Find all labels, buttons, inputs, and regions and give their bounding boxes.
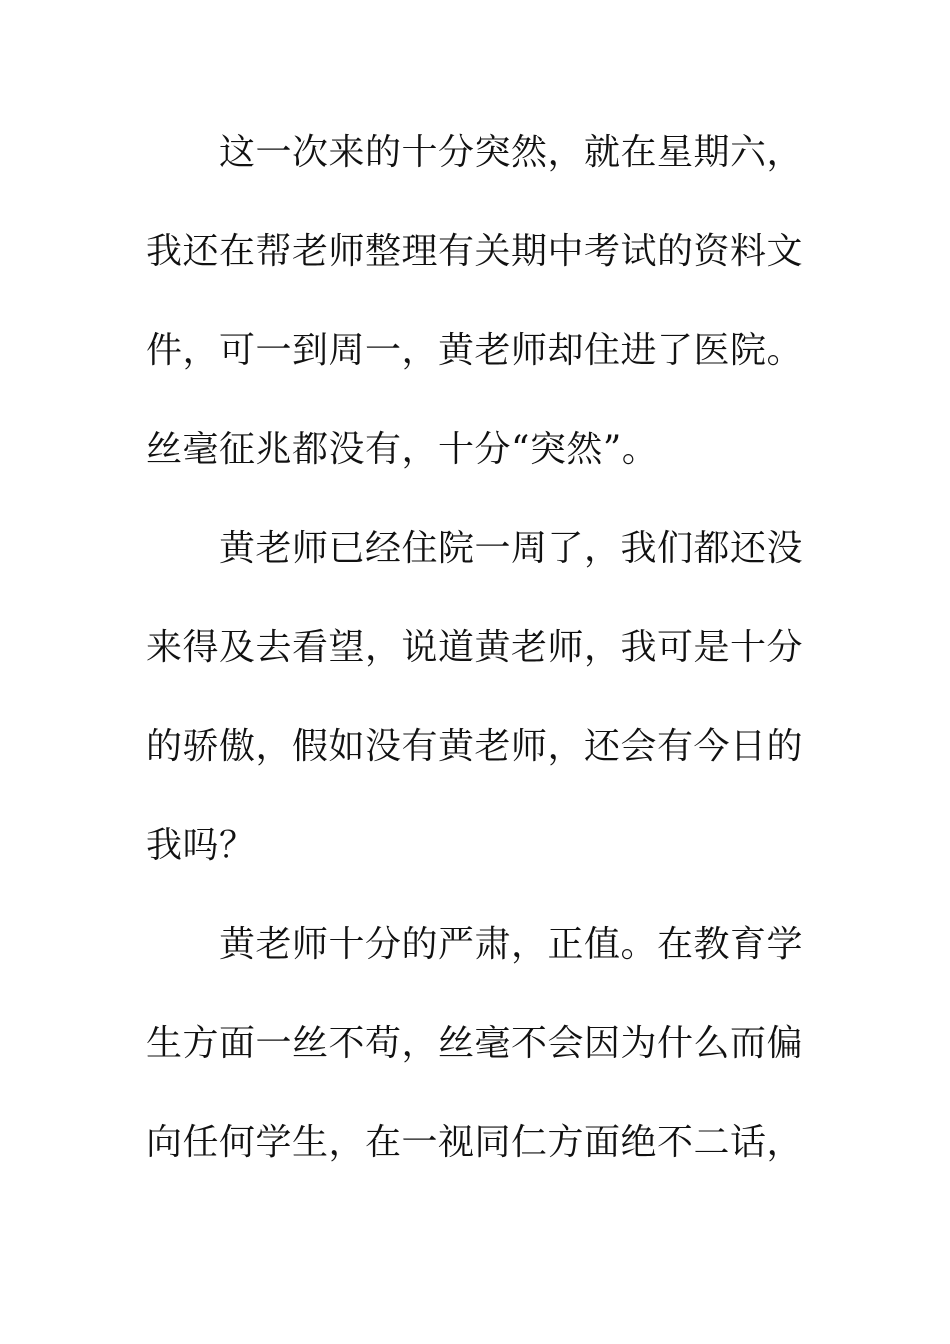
text-line: 黄老师十分的严肃，正值。在教育学 bbox=[219, 924, 804, 965]
text-line: 的骄傲，假如没有黄老师，还会有今日的 bbox=[146, 726, 804, 767]
text-line: 黄老师已经住院一周了，我们都还没 bbox=[219, 528, 804, 569]
text-line: 向任何学生，在一视同仁方面绝不二话， bbox=[146, 1122, 804, 1163]
text-line: 我吗？ bbox=[146, 825, 256, 866]
text-line: 我还在帮老师整理有关期中考试的资料文 bbox=[146, 231, 804, 272]
text-line: 件，可一到周一，黄老师却住进了医院。 bbox=[146, 330, 804, 371]
text-line: 丝毫征兆都没有，十分“突然”。 bbox=[146, 429, 659, 470]
text-line: 这一次来的十分突然，就在星期六， bbox=[219, 132, 804, 173]
text-line: 来得及去看望，说道黄老师，我可是十分 bbox=[146, 627, 804, 668]
text-line: 生方面一丝不苟，丝毫不会因为什么而偏 bbox=[146, 1023, 804, 1064]
